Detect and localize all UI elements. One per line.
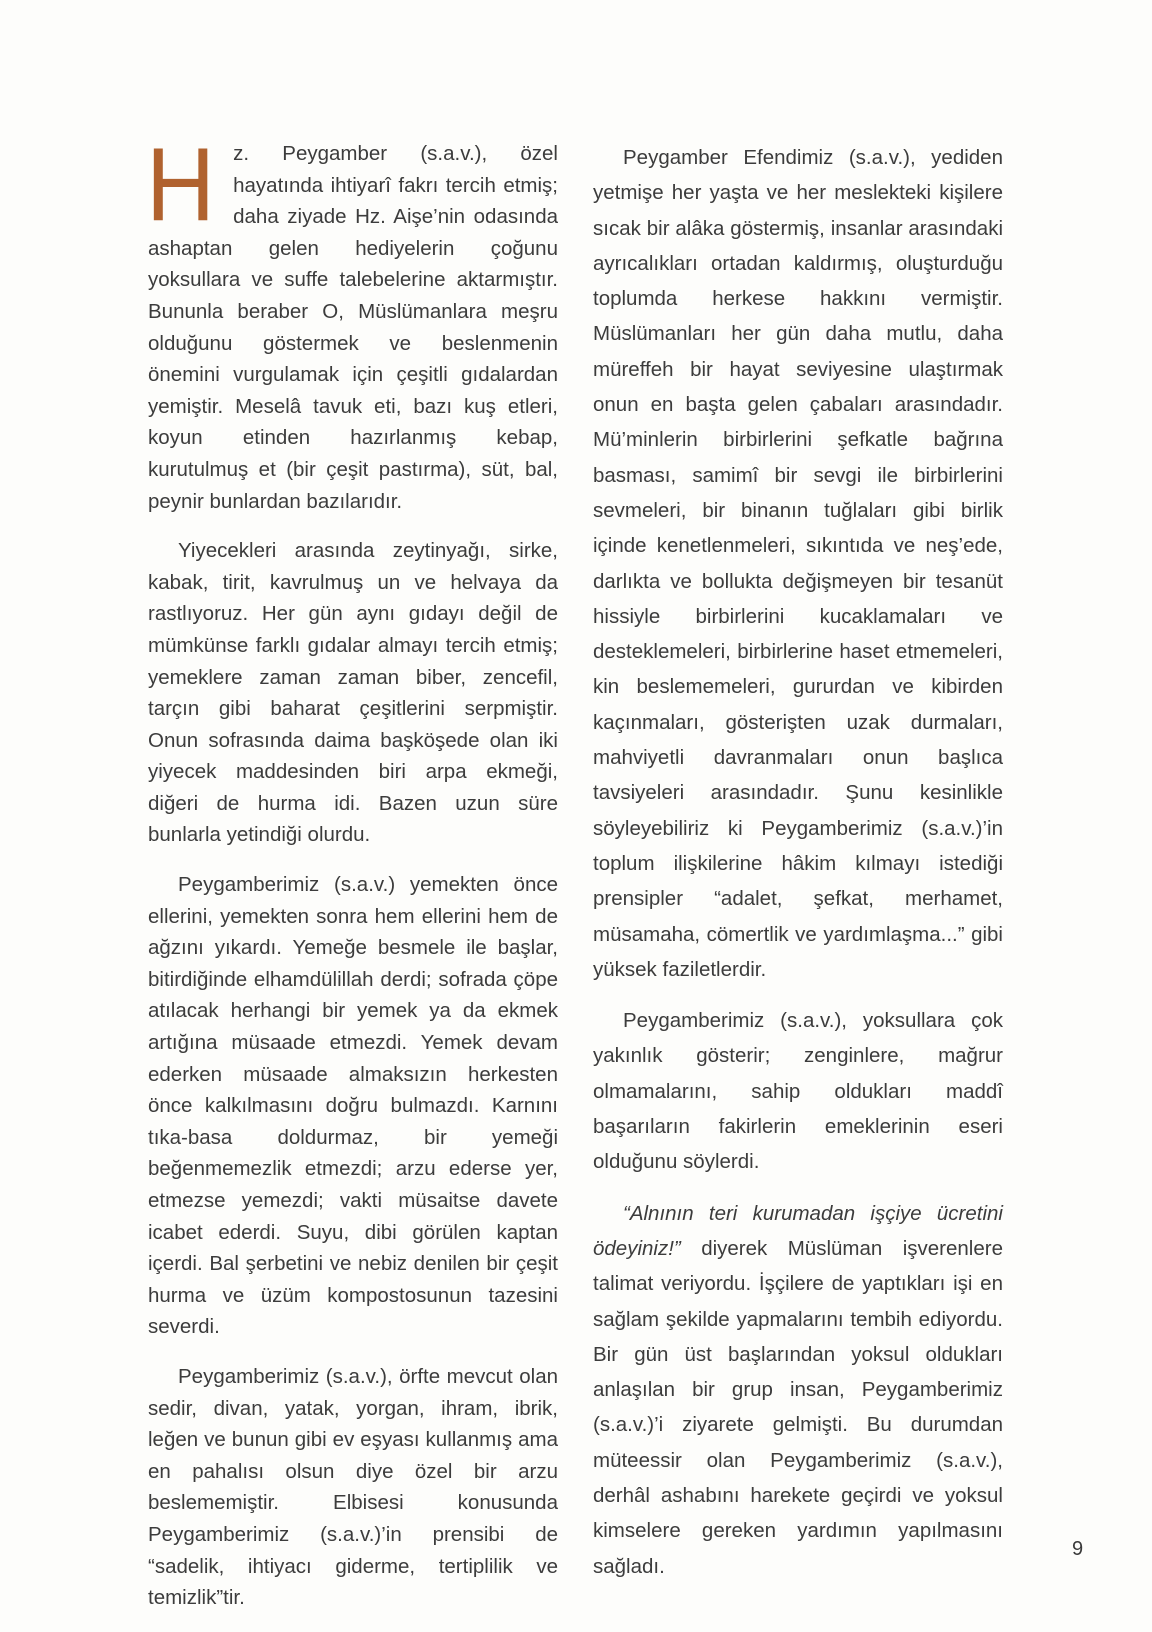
drop-cap-letter: H <box>146 127 216 243</box>
paragraph-text: Peygamber Efendimiz (s.a.v.), yediden yetmişe her yaşta ve her meslekteki kişilere sıcak bir alâka göstermiş, insanlar arasındaki ayrıcalıkları ortadan kaldırmış, oluşturduğu toplumda herkese hakkını vermiştir. Müslümanları her gün daha mutlu, daha müreffeh bir hayat seviyesine ulaştırmak onun en başta gelen çabaları arasındadır. Mü’minlerin birbirlerini şefkatle bağrına basması, samimî bir sevgi ile birbirlerini sevmeleri, bir binanın tuğlaları gibi birlik içinde kenetlenmeleri, sıkıntıda ve neş’ede, darlıkta ve bollukta değişmeyen bir tesanüt hissiyle birbirlerini kucaklamaları ve desteklemeleri, birbirlerine haset etmemeleri, kin beslememeleri, gururdan ve kibirden kaçınmaları, gösterişten uzak durmaları, mahviyetli davranmaları onun başlıca tavsiyeleri arasındadır. Şunu kesinlikle söyleyebiliriz ki Peygamberimiz (s.a.v.)’in toplum ilişkilerine hâkim kılmayı istediği prensipler “adalet, şefkat, merhamet, müsamaha, cömertlik ve yardımlaşma...” gibi yüksek faziletlerdir. <box>593 146 1003 981</box>
hadith-quote: “Alnının teri kurumadan işçiye ücretini ödeyiniz!” <box>593 1201 1003 1260</box>
paragraph <box>148 535 558 851</box>
paragraph <box>148 869 558 1343</box>
paragraph <box>593 140 1003 987</box>
paragraph-text: Yiyecekleri arasında zeytinyağı, sirke, kabak, tirit, kavrulmuş un ve helvaya da rastlıyoruz. Her gün aynı gıdayı değil de mümkünse farklı gıdalar almayı tercih etmiş; yemeklere zaman zaman biber, zencefil, tarçın gibi baharat çeşitlerini serpmiştir. Onun sofrasında daima başköşede olan iki yiyecek maddesinden biri arpa ekmeği, diğeri de hurma idi. Bazen uzun süre bunlarla yetindiği olurdu. <box>148 539 558 847</box>
paragraph <box>146 127 558 517</box>
paragraph-text: Peygamberimiz (s.a.v.), yoksullara çok yakınlık gösterir; zenginlere, mağrur olmamalarını, sahip oldukları maddî başarıların fakirlerin emeklerinin eseri olduğunu söylerdi. <box>593 1009 1003 1174</box>
page-number: 9 <box>1072 1538 1084 1560</box>
paragraph <box>593 1196 1003 1584</box>
paragraph-text: Peygamberimiz (s.a.v.), örfte mevcut olan sedir, divan, yatak, yorgan, ihram, ibrik, leğen ve bunun gibi ev eşyası kullanmış ama en pahalısı olsun diye özel bir arzu beslememiştir. Elbisesi konusunda Peygamberimiz (s.a.v.)’in prensibi de “sadelik, ihtiyacı giderme, tertiplilik ve temizlik”tir. <box>148 1364 558 1610</box>
right-text-column <box>593 140 1003 1600</box>
paragraph-text: diyerek Müslüman işverenlere talimat veriyordu. İşçilere de yaptıkları işi en sağlam şekilde yapmalarını tembih ediyordu. Bir gün üst başlarından yoksul oldukları anlaşılan bir grup insan, Peygamberimiz (s.a.v.)’i ziyarete gelmişti. Bu durumdan müteessir olan Peygamberimiz (s.a.v.), derhâl ashabını harekete geçirdi ve yoksul kimselere gereken yardımın yapılmasını sağladı. <box>593 1236 1003 1578</box>
paragraph <box>148 1361 558 1614</box>
paragraph-text: Peygamberimiz (s.a.v.) yemekten önce ellerini, yemekten sonra hem ellerini hem de ağzını yıkardı. Yemeğe besmele ile başlar, bitirdiğinde elhamdülillah derdi; sofrada çöpe atılacak herhangi bir yemek ya da ekmek artığına müsaade etmezdi. Yemek devam ederken müsaade almaksızın herkesten önce kalkılmasını doğru bulmazdı. Karnını tıka-basa doldurmaz, bir yemeği beğenmemezlik etmezdi; arzu ederse yer, etmezse yemezdi; vakti müsaitse davete icabet ederdi. Suyu, dibi görülen kaptan içerdi. Bal şerbetini ve nebiz denilen bir çeşit hurma ve üzüm kompostosunun tazesini severdi. <box>148 873 558 1339</box>
paragraph-text: z. Peygamber (s.a.v.), özel hayatında ihtiyarî fakrı tercih etmiş; daha ziyade Hz. Aişe’nin odasında ashaptan gelen hediyelerin çoğunu yoksullara ve suffe talebelerine aktarmıştır. Bununla beraber O, Müslümanlara meşru olduğunu göstermek ve beslenmenin önemini vurgulamak için çeşitli gıdalardan yemiştir. Meselâ tavuk eti, bazı kuş etleri, koyun etinden hazırlanmış kebap, kurutulmuş et (bir çeşit pastırma), süt, bal, peynir bunlardan bazılarıdır. <box>148 142 558 513</box>
paragraph <box>593 1003 1003 1179</box>
left-text-column <box>146 127 558 1632</box>
